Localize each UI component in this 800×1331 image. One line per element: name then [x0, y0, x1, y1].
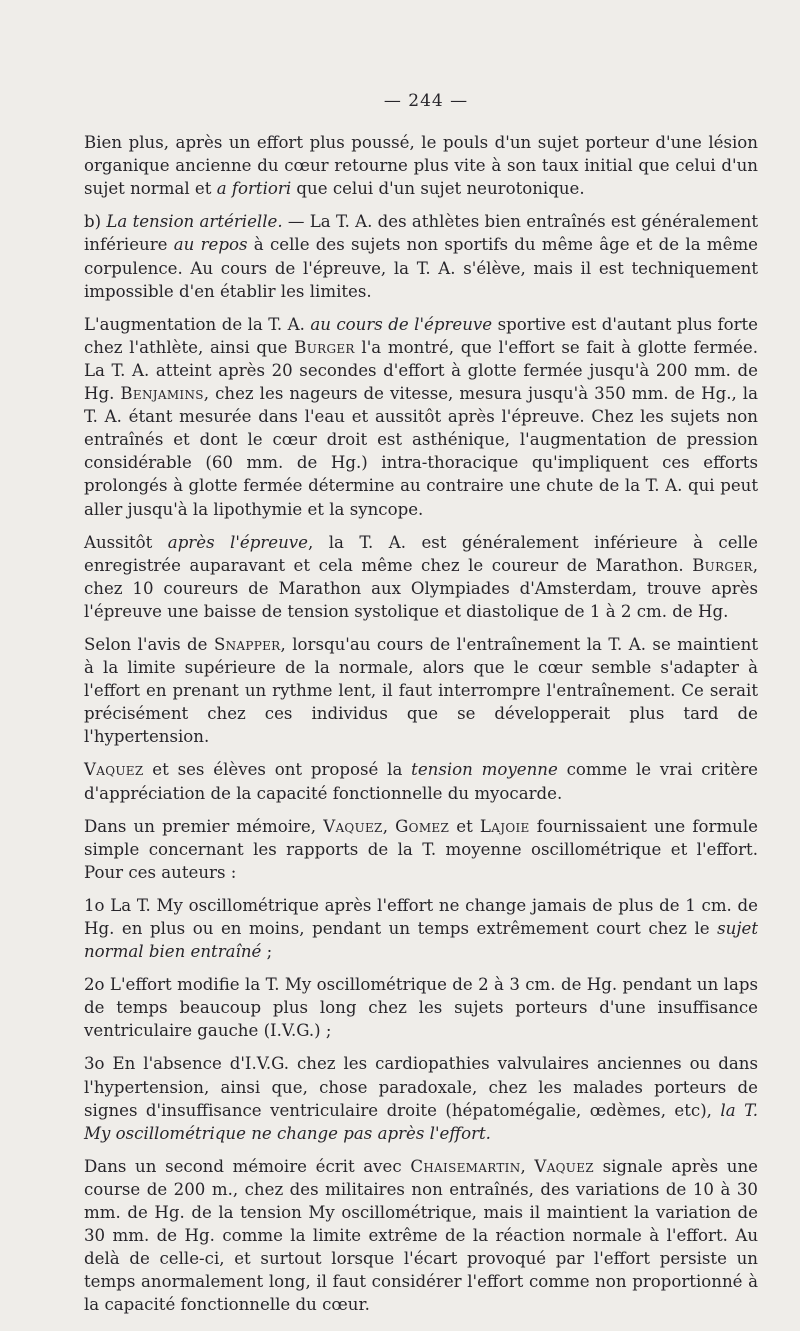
- text-segment: Dans un second mémoire écrit avec: [84, 1156, 411, 1176]
- text-segment: , la T. A. est généralement inférieure à celle enregistrée auparavant et cela même chez le coureur de Marathon.: [84, 532, 758, 575]
- body-text: [84, 131, 758, 1316]
- author-name: Lajoie: [479, 816, 530, 836]
- text-segment: Selon l'avis de: [84, 634, 214, 654]
- text-segment: l'a montré, que l'effort se fait à glotte fermée. La T. A. atteint après 20 secondes d'effort à glotte fermée jusqu'à 200 mm. de Hg.: [84, 337, 758, 404]
- paragraph-p10: [84, 1052, 758, 1144]
- text-segment: 1o La T. My oscillométrique après l'effort ne change jamais de plus de 1 cm. de Hg. en plus ou en moins, pendant un temps extrêmement court chez le: [84, 895, 758, 938]
- italic-text: la T. My oscillométrique ne change pas après l'effort.: [84, 1100, 758, 1143]
- paragraph-p11: [84, 1155, 758, 1317]
- text-segment: b): [84, 212, 107, 232]
- italic-text: au repos: [173, 235, 248, 255]
- paragraph-p5: [84, 633, 758, 748]
- paragraph-p6: [84, 758, 758, 804]
- paragraph-p3: [84, 313, 758, 521]
- paragraph-p7: [84, 815, 758, 884]
- text-segment: que celui d'un sujet neurotonique.: [291, 179, 585, 199]
- text-segment: fournissaient une formule simple concernant les rapports de la T. moyenne oscillométrique et l'effort. Pour ces auteurs :: [84, 816, 758, 882]
- paragraph-p1: [84, 131, 758, 200]
- text-segment: Dans un premier mémoire,: [84, 816, 324, 836]
- author-name: Chaisemartin: [410, 1156, 521, 1176]
- text-segment: comme le vrai critère d'appréciation de la capacité fonctionnelle du myocarde.: [84, 760, 758, 803]
- author-name: Vaquez: [84, 760, 144, 780]
- author-name: Burger: [692, 555, 753, 575]
- author-name: Benjamins: [120, 384, 204, 404]
- paragraph-p4: [84, 531, 758, 623]
- paragraph-p2: [84, 210, 758, 302]
- text-segment: à celle des sujets non sportifs du même âge et de la même corpulence. Au cours de l'épreuve, la T. A. s'élève, mais il est techniquement impossible d'en établir les limites.: [84, 235, 758, 301]
- italic-text: au cours de l'épreuve: [310, 314, 493, 334]
- text-segment: et: [449, 816, 480, 836]
- text-segment: 2o L'effort modifie la T. My oscillométrique de 2 à 3 cm. de Hg. pendant un laps de temps beaucoup plus long chez les sujets porteurs d'une insuffisance ventriculaire gauche (I.V.G.) ;: [84, 975, 758, 1041]
- text-segment: , lorsqu'au cours de l'entraînement la T. A. se maintient à la limite supérieure de la normale, alors que le cœur semble s'adapter à l'effort en prenant un rythme lent, il faut interrompre l'entraînement. Ce serait précisément chez ces individus que se développerait plus tard de l'hypertension.: [84, 634, 758, 747]
- text-segment: sportive est d'autant plus forte chez l'athlète, ainsi que: [84, 314, 758, 357]
- text-segment: L'augmentation de la T. A.: [84, 314, 311, 334]
- author-name: Burger: [294, 337, 355, 357]
- text-segment: , chez les nageurs de vitesse, mesura jusqu'à 350 mm. de Hg., la T. A. étant mesurée dans l'eau et aussitôt après l'épreuve. Chez les sujets non entraînés et dont le cœur droit est asthénique, l'augmentation de pression considérable (60 mm. de Hg.) intra-thoracique qu'impliquent ces efforts prolongés à glotte fermée détermine au contraire une chute de la T. A. qui peut aller jusqu'à la lipothymie et la syncope.: [84, 384, 758, 519]
- text-segment: signale après une course de 200 m., chez des militaires non entraînés, des variations de 10 à 30 mm. de Hg. de la tension My oscillométrique, mais il maintient la variation de 30 mm. de Hg. comme la limite extrême de la réaction normale à l'effort. Au delà de celle-ci, et surtout lorsque l'écart provoqué par l'effort persiste un temps anormalement long, il faut considérer l'effort comme non proportionné à la capacité fonctionnelle du cœur.: [84, 1156, 758, 1315]
- paragraph-p8: [84, 894, 758, 963]
- author-name: Vaquez: [323, 816, 383, 836]
- text-segment: ,: [382, 816, 396, 836]
- italic-text: La tension artérielle.: [106, 212, 283, 232]
- author-name: Vaquez: [534, 1156, 594, 1176]
- text-segment: , chez 10 coureurs de Marathon aux Olympiades d'Amsterdam, trouve après l'épreuve une baisse de tension systolique et diastolique de 1 à 2 cm. de Hg.: [84, 555, 758, 621]
- paragraph-p9: [84, 973, 758, 1042]
- text-segment: Aussitôt: [84, 532, 168, 552]
- text-segment: 3o En l'absence d'I.V.G. chez les cardiopathies valvulaires anciennes ou dans l'hypertension, ainsi que, chose paradoxale, chez les malades porteurs de signes d'insuffisance ventriculaire droite (hépatomégalie, œdèmes, etc),: [84, 1054, 758, 1120]
- italic-text: a fortiori: [216, 179, 292, 199]
- italic-text: après l'épreuve: [167, 532, 308, 552]
- page-number: — 244 —: [383, 91, 469, 111]
- text-segment: ,: [520, 1156, 535, 1176]
- author-name: Gomez: [395, 816, 450, 836]
- author-name: Snapper: [213, 634, 281, 654]
- italic-text: sujet normal bien entraîné: [84, 919, 758, 962]
- text-segment: — La T. A. des athlètes bien entraînés est généralement inférieure: [84, 212, 758, 255]
- italic-text: tension moyenne: [411, 760, 558, 780]
- text-segment: ;: [261, 942, 273, 962]
- text-segment: et ses élèves ont proposé la: [143, 760, 412, 780]
- text-segment: Bien plus, après un effort plus poussé, le pouls d'un sujet porteur d'une lésion organique ancienne du cœur retourne plus vite à son taux initial que celui d'un sujet normal et: [84, 133, 758, 199]
